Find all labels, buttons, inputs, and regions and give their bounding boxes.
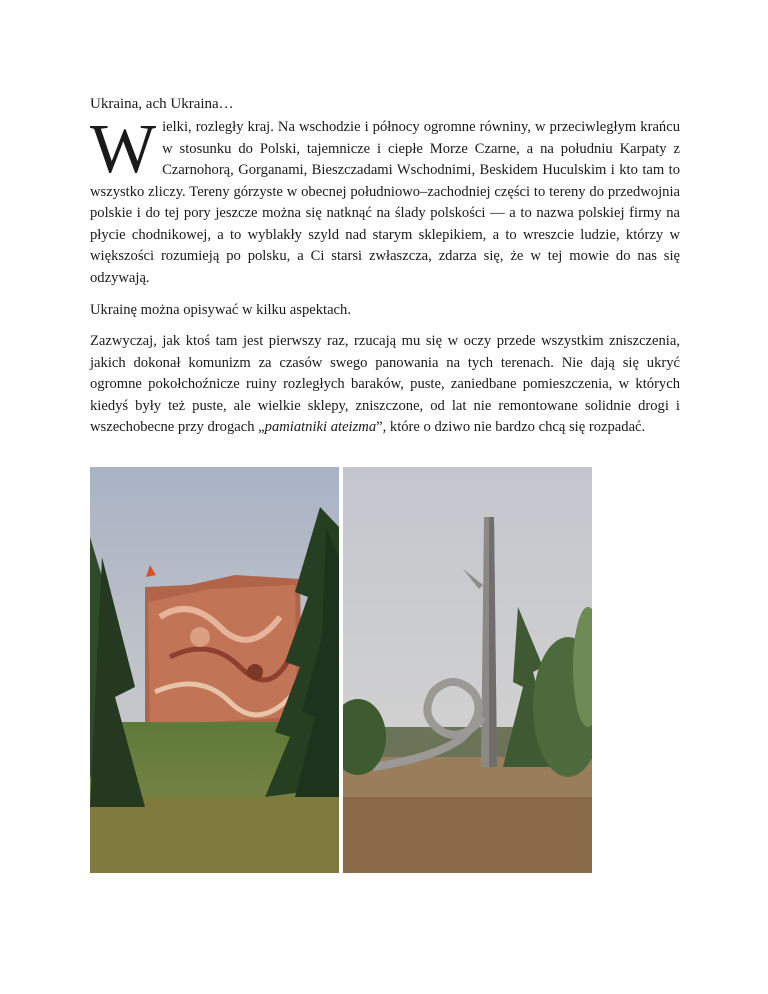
paragraph-communism-text: Zazwyczaj, jak ktoś tam jest pierwszy raz, rzucają mu się w oczy przede wszystkim zniszczenia, jakich dokonał komunizm za czasów swego panowania na tych terenach. Nie dają się ukryć ogromne pokołchoźnicze ruiny rozległych baraków, puste, zaniedbane pomieszczenia, w których kiedyś były też puste, ale wielkie sklepy, zniszczone, od lat nie remontowane solidnie drogi i wszechobecne przy drogach „ [90, 333, 680, 435]
mosaic-monument-photo [90, 467, 339, 873]
drop-cap: W [90, 111, 157, 188]
photo-row [90, 467, 592, 873]
paragraph-communism [90, 331, 680, 439]
paragraph-aspects: Ukrainę można opisywać w kilku aspektach. [90, 302, 351, 318]
loop-obelisk-image [343, 467, 592, 873]
loop-obelisk-monument-photo [343, 467, 592, 873]
paragraph-communism-italic: pamiatniki ateizma [264, 419, 377, 435]
paragraph-communism-text-end: ”, które o dziwo nie bardzo chcą się rozpadać. [376, 419, 646, 435]
mosaic-monument-image [90, 467, 339, 873]
paragraph-intro-text: ielki, rozległy kraj. Na wschodzie i północy ogromne równiny, w przeciwległym krańcu w stosunku do Polski, tajemnicze i ciepłe Morze Czarne, a na południu Karpaty z Czarnohorą, Gorganami, Bieszczadami Wschodnimi, Beskidem Huculskim i kto tam to wszystko zliczy. Tereny górzyste w obecnej południowo–zachodniej części to tereny do przedwojnia polskie i do tej pory jeszcze można się natknąć na ślady polskości — a to nazwa polskiej firmy na płycie chodnikowej, a to wyblakły szyld nad starym sklepikiem, a to wreszcie ludzie, którzy w większości rozumieją po polsku, a Ci starsi zwłaszcza, zdarza się, że w tej mowie do nas się odzywają. [90, 119, 680, 286]
paragraph-intro [90, 111, 680, 289]
document-heading: Ukraina, ach Ukraina… [90, 96, 234, 112]
